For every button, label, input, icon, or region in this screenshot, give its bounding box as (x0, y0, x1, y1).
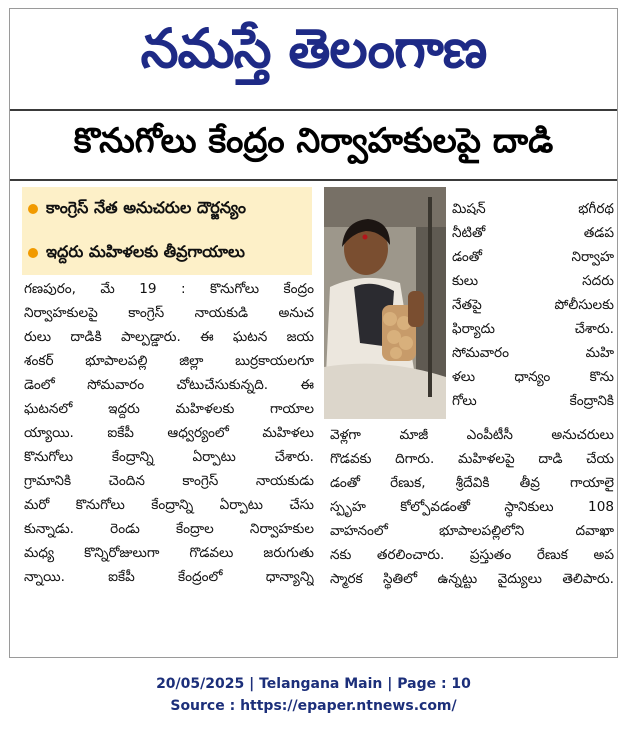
text-line: శంకర్ భూపాలపల్లి జిల్లా బుర్రకాయలగూ (24, 353, 314, 369)
text-line: రులు దాడికి పాల్పడ్డారు. ఈ ఘటన జయ (24, 329, 314, 345)
text-line: గణపురం, మే 19 : కొనుగోలు కేంద్రం (24, 281, 314, 297)
text-line: మధ్య కొన్నిరోజులుగా గొడవలు జరుగుతు (24, 545, 314, 561)
masthead-logo: నమస్తే తెలంగాణ (140, 16, 487, 80)
text-line: స్పృహ కోల్పోవడంతో స్థానికులు 108 (330, 499, 614, 515)
text-line: మిషన్ భగీరథ (452, 201, 614, 217)
source-info: Source : https://epaper.ntnews.com/ (170, 698, 457, 714)
text-line: న్నాయి. ఐకేపీ కేంద్రంలో ధాన్యాన్ని (24, 569, 314, 585)
text-line: ఘటనలో ఇద్దరు మహిళలకు గాయాల (24, 401, 314, 417)
text-line: గోలు కేంద్రానికి (452, 393, 614, 409)
text-line: య్యాయి. ఐకేపీ ఆధ్వర్యంలో మహిళలు (24, 425, 314, 441)
text-line: సోమవారం మహి (452, 345, 614, 361)
bullet-icon (28, 248, 38, 258)
text-line: కులు సదరు (452, 273, 614, 289)
text-line: డంతో రేణుక, శ్రీదేవికి తీవ్ర గాయాలై (330, 475, 614, 491)
headline: కొనుగోలు కేంద్రం నిర్వాహకులపై దాడి (73, 121, 554, 161)
injured-woman-photo (324, 187, 446, 419)
edition-info: 20/05/2025 | Telangana Main | Page : 10 (156, 676, 471, 692)
news-photo (324, 187, 446, 419)
text-line: వెళ్లగా మాజీ ఎంపీటీసీ అనుచరులు (330, 427, 614, 443)
text-line: ఫిర్యాదు చేశారు. (452, 321, 614, 337)
subhead-text: కాంగ్రెస్ నేత అనుచరుల దౌర్జన్యం (46, 197, 246, 217)
subhead-box (22, 187, 312, 275)
text-line: నేతపై పోలీసులకు (452, 297, 614, 313)
subhead-item (22, 187, 312, 231)
subhead-item (22, 231, 312, 275)
article-column-right (452, 197, 614, 413)
text-line: స్మారక స్థితిలో ఉన్నట్టు వైద్యులు తెలిపారు. (330, 571, 614, 587)
text-line: డంతో నిర్వాహ (452, 249, 614, 265)
text-line: వాహనంలో భూపాలపల్లిలోని దవాఖా (330, 523, 614, 539)
text-line: గ్రామానికి చెందిన కాంగ్రెస్ నాయకుడు (24, 473, 314, 489)
text-line: మరో కొనుగోలు కేంద్రాన్ని ఏర్పాటు చేసు (24, 497, 314, 513)
bullet-icon (28, 204, 38, 214)
masthead (10, 9, 617, 101)
text-line: ళలు ధాన్యం కొను (452, 369, 614, 385)
text-line: నిర్వాహకులపై కాంగ్రెస్ నాయకుడి అనుచ (24, 305, 314, 321)
article-column-left (24, 277, 314, 589)
divider (10, 109, 617, 111)
text-line: డెంలో సోమవారం చోటుచేసుకున్నది. ఈ (24, 377, 314, 393)
text-line: నీటితో తడప (452, 225, 614, 241)
newspaper-clipping (9, 8, 618, 658)
divider (10, 179, 617, 181)
subhead-text: ఇద్దరు మహిళలకు తీవ్రగాయాలు (46, 241, 245, 261)
article-column-bottom (330, 423, 614, 591)
text-line: గొడవకు దిగారు. మహిళలపై దాడి చేయ (330, 451, 614, 467)
text-line: కొనుగోలు కేంద్రాన్ని ఏర్పాటు చేశారు. (24, 449, 314, 465)
text-line: నకు తరలించారు. ప్రస్తుతం రేణుక అప (330, 547, 614, 563)
text-line: కున్నాడు. రెండు కేంద్రాల నిర్వాహకుల (24, 521, 314, 537)
